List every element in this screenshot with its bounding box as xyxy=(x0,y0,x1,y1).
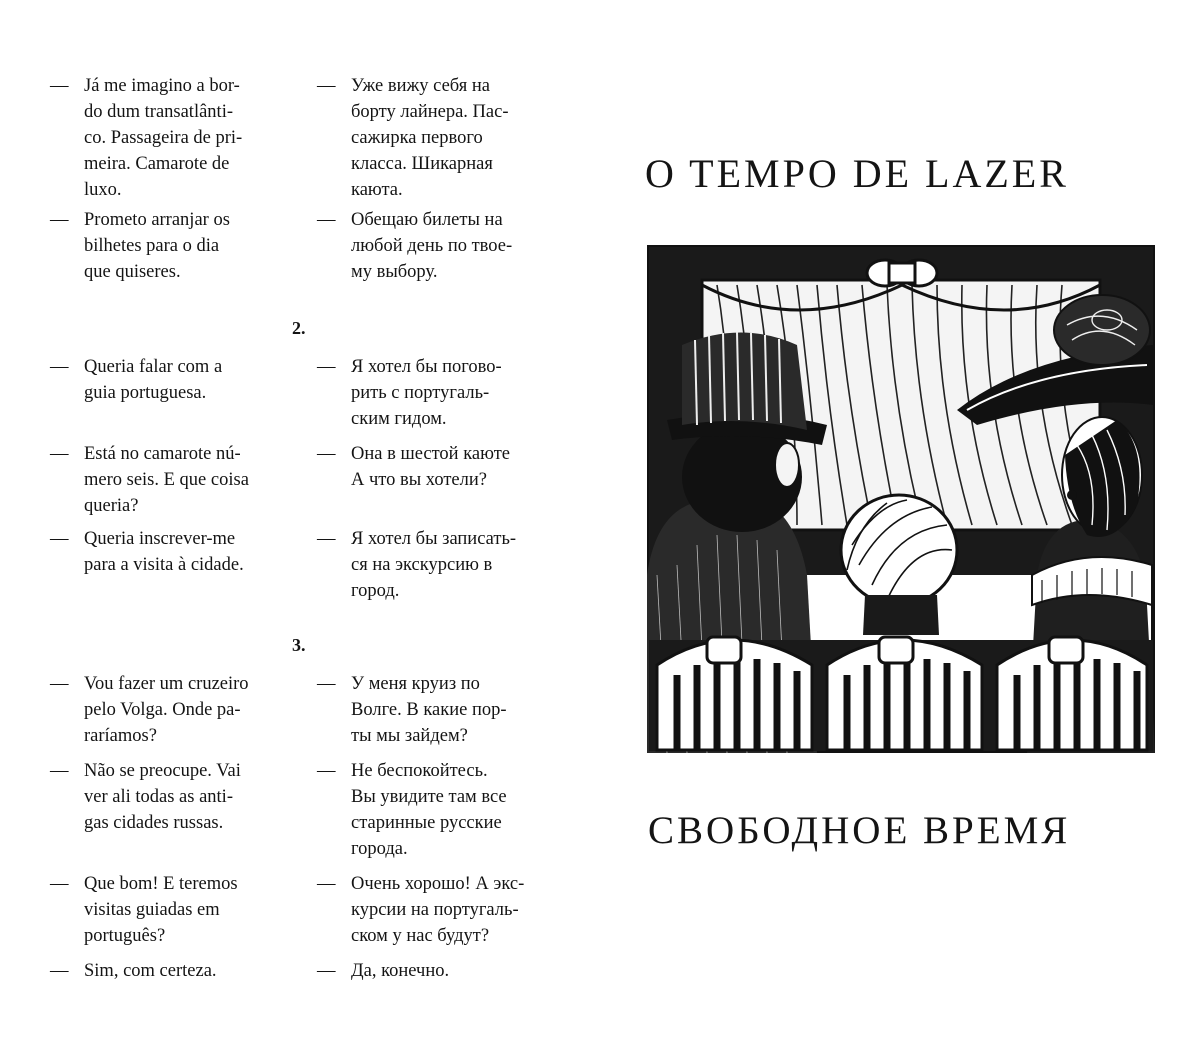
ru-text: Я хотел бы записать- ся на экскурсию в город. xyxy=(351,529,517,601)
dash: — xyxy=(50,357,69,377)
dash: — xyxy=(50,874,69,894)
theatre-seats xyxy=(649,637,1153,751)
section-number: 3. xyxy=(292,635,306,655)
dash: — xyxy=(50,529,69,549)
chapter-title-pt: O TEMPO DE LAZER xyxy=(645,151,1069,196)
pt-text: Que bom! E teremos visitas guiadas em português? xyxy=(84,874,238,946)
pt-text: Queria inscrever-me para a visita à cidade. xyxy=(84,529,244,575)
ru-text: Да, конечно. xyxy=(351,961,450,981)
pt-text: Vou fazer um cruzeiro pelo Volga. Onde pa- raríamos? xyxy=(84,674,249,746)
ru-text: Очень хорошо! А экс- курсии на португаль- ском у нас будут? xyxy=(351,874,525,946)
dash: — xyxy=(50,674,69,694)
dash: — xyxy=(50,76,69,96)
theatre-audience-illustration xyxy=(647,245,1155,753)
dash: — xyxy=(50,961,69,981)
chapter-title-ru: СВОБОДНОЕ ВРЕМЯ xyxy=(648,809,1071,852)
pt-text: Queria falar com a guia portuguesa. xyxy=(84,357,223,403)
dash: — xyxy=(317,444,336,464)
dash: — xyxy=(317,961,336,981)
pt-text: Prometo arranjar os bilhetes para o dia que quiseres. xyxy=(84,210,230,282)
ru-text: Я хотел бы погово- рить с португаль- ским гидом. xyxy=(351,357,502,429)
dash: — xyxy=(317,761,336,781)
pt-text: Já me imagino a bor- do dum transatlânti- co. Passageira de pri- meira. Camarote de luxo. xyxy=(84,76,243,200)
dash: — xyxy=(317,874,336,894)
ru-text: У меня круиз по Волге. В какие пор- ты мы зайдем? xyxy=(351,674,507,746)
dash: — xyxy=(317,529,336,549)
dash: — xyxy=(317,76,336,96)
dash: — xyxy=(317,210,336,230)
pt-text: Sim, com certeza. xyxy=(84,961,217,981)
dash: — xyxy=(317,357,336,377)
ru-text: Она в шестой каюте А что вы хотели? xyxy=(351,444,510,490)
pt-text: Não se preocupe. Vai ver ali todas as anti- gas cidades russas. xyxy=(84,761,241,833)
dash: — xyxy=(317,674,336,694)
dash: — xyxy=(50,444,69,464)
dash: — xyxy=(50,210,69,230)
ru-text: Не беспокойтесь. Вы увидите там все старинные русские города. xyxy=(351,761,507,859)
ru-text: Уже вижу себя на борту лайнера. Пас- сажирка первого класса. Шикарная каюта. xyxy=(351,76,509,200)
dash: — xyxy=(50,761,69,781)
pt-text: Está no camarote nú- mero seis. E que coisa queria? xyxy=(84,444,249,516)
ru-text: Обещаю билеты на любой день по твое- му выбору. xyxy=(351,210,513,282)
section-number: 2. xyxy=(292,318,306,338)
